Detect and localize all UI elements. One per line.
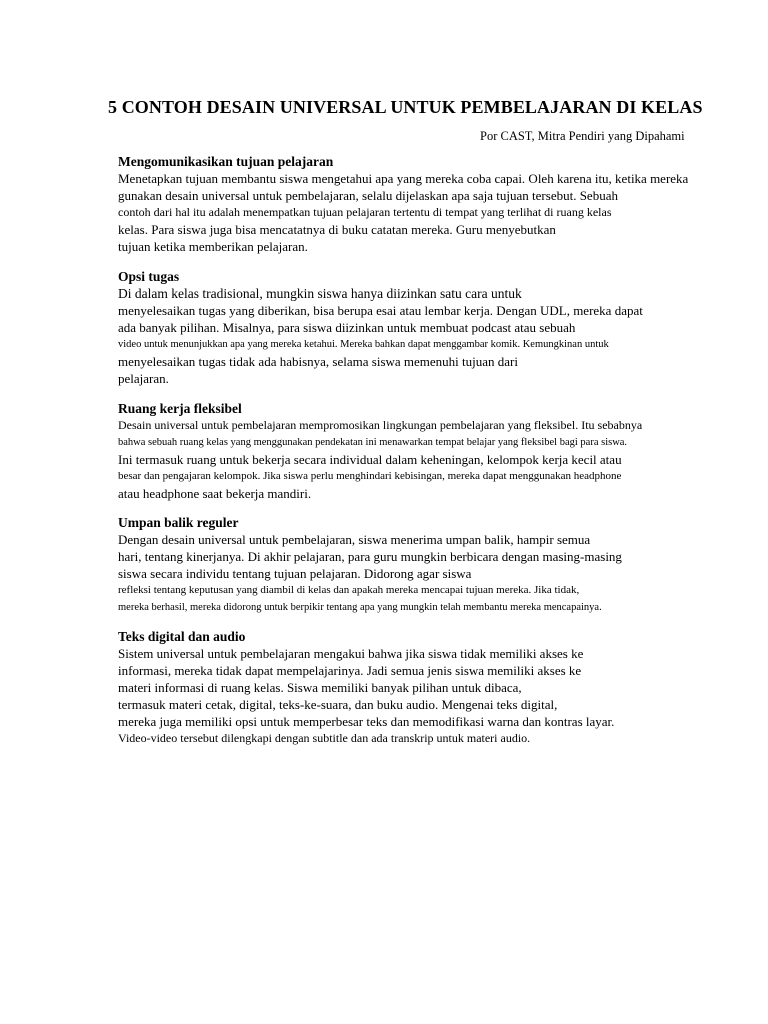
paragraph-line: bahwa sebuah ruang kelas yang menggunakan pendekatan ini menawarkan tempat belajar yang fleksibel bagi para siswa. xyxy=(118,437,628,448)
paragraph-line: ada banyak pilihan. Misalnya, para siswa diizinkan untuk membuat podcast atau sebuah xyxy=(118,320,576,335)
paragraph-line: besar dan pengajaran kelompok. Jika siswa perlu menghindari kebisingan, mereka dapat menggunakan headphone xyxy=(118,470,622,482)
paragraph-line: materi informasi di ruang kelas. Siswa memiliki banyak pilihan untuk dibaca, xyxy=(118,680,522,695)
paragraph-line: atau headphone saat bekerja mandiri. xyxy=(118,486,312,501)
paragraph-line: Video-video tersebut dilengkapi dengan subtitle dan ada transkrip untuk materi audio. xyxy=(118,731,531,745)
paragraph-line: contoh dari hal itu adalah menempatkan tujuan pelajaran tertentu di tempat yang terlihat di ruang kelas xyxy=(118,205,612,219)
paragraph-line: termasuk materi cetak, digital, teks-ke-suara, dan buku audio. Mengenai teks digital, xyxy=(118,697,558,712)
paragraph-line: menyelesaikan tugas tidak ada habisnya, selama siswa memenuhi tujuan dari xyxy=(118,354,518,369)
paragraph-line: mereka berhasil, mereka didorong untuk berpikir tentang apa yang mungkin telah membantu mereka mencapainya. xyxy=(118,602,602,613)
section-heading: Ruang kerja fleksibel xyxy=(118,401,242,416)
section-assignment-options xyxy=(118,268,738,387)
paragraph-line: tujuan ketika memberikan pelajaran. xyxy=(118,239,308,254)
paragraph-line: video untuk menunjukkan apa yang mereka ketahui. Mereka bahkan dapat menggambar komik. Kemungkinan untuk xyxy=(118,339,609,350)
section-heading: Opsi tugas xyxy=(118,269,180,284)
paragraph-line: Desain universal untuk pembelajaran mempromosikan lingkungan pembelajaran yang fleksibel. Itu sebabnya xyxy=(118,418,643,432)
section-flexible-workspace xyxy=(118,400,738,502)
paragraph-line: Dengan desain universal untuk pembelajaran, siswa menerima umpan balik, hampir semua xyxy=(118,532,591,547)
section-digital-text-audio xyxy=(118,628,738,747)
paragraph-line: Menetapkan tujuan membantu siswa mengetahui apa yang mereka coba capai. Oleh karena itu, ketika mereka xyxy=(118,171,689,186)
paragraph-line: informasi, mereka tidak dapat mempelajarinya. Jadi semua jenis siswa memiliki akses ke xyxy=(118,663,582,678)
section-communicating-goals xyxy=(118,153,738,255)
paragraph-line: pelajaran. xyxy=(118,371,169,386)
paragraph-line: mereka juga memiliki opsi untuk memperbesar teks dan memodifikasi warna dan kontras layar. xyxy=(118,714,615,729)
paragraph-line: gunakan desain universal untuk pembelajaran, selalu dijelaskan apa saja tujuan tersebut. Sebuah xyxy=(118,188,618,203)
paragraph-line: kelas. Para siswa juga bisa mencatatnya di buku catatan mereka. Guru menyebutkan xyxy=(118,222,556,237)
paragraph-line: refleksi tentang keputusan yang diambil di kelas dan apakah mereka mencapai tujuan mereka. Jika tidak, xyxy=(118,584,580,596)
paragraph-line: Ini termasuk ruang untuk bekerja secara individual dalam keheningan, kelompok kerja kecil atau xyxy=(118,452,622,467)
section-heading: Umpan balik reguler xyxy=(118,515,239,530)
section-regular-feedback xyxy=(118,514,738,616)
document-title: 5 CONTOH DESAIN UNIVERSAL UNTUK PEMBELAJARAN DI KELAS xyxy=(108,97,703,117)
paragraph-line: Di dalam kelas tradisional, mungkin siswa hanya diizinkan satu cara untuk xyxy=(118,286,522,301)
paragraph-line: hari, tentang kinerjanya. Di akhir pelajaran, para guru mungkin berbicara dengan masing-masing xyxy=(118,549,622,564)
paragraph-line: menyelesaikan tugas yang diberikan, bisa berupa esai atau lembar kerja. Dengan UDL, mereka dapat xyxy=(118,303,643,318)
document-byline: Por CAST, Mitra Pendiri yang Dipahami xyxy=(480,129,685,143)
section-heading: Teks digital dan audio xyxy=(118,629,246,644)
paragraph-line: siswa secara individu tentang tujuan pelajaran. Didorong agar siswa xyxy=(118,566,472,581)
paragraph-line: Sistem universal untuk pembelajaran mengakui bahwa jika siswa tidak memiliki akses ke xyxy=(118,646,584,661)
section-heading: Mengomunikasikan tujuan pelajaran xyxy=(118,154,334,169)
